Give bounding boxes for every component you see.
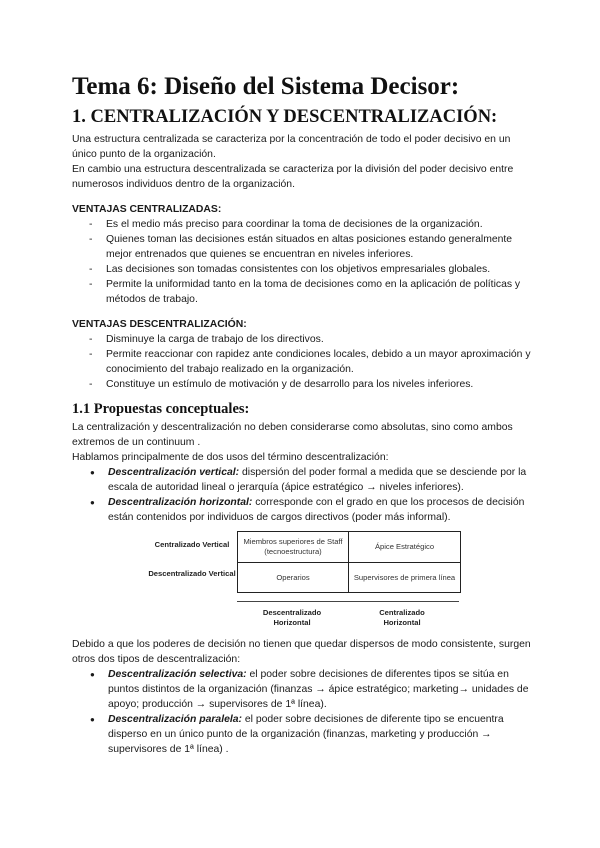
row-label-descentralizado-vertical: Descentralizado Vertical [148, 569, 236, 578]
list-item: - Constituye un estímulo de motivación y de desarrollo para los niveles inferiores. [106, 377, 532, 392]
page-title: Tema 6: Diseño del Sistema Decisor: [72, 73, 460, 100]
list-item [108, 667, 532, 712]
list-item: - Permite la uniformidad tanto en la toma de decisiones como en la aplicación de políticas y métodos de trabajo. [106, 277, 532, 307]
term-vertical: Descentralización vertical: [108, 467, 240, 478]
list-item [108, 465, 532, 495]
ventajas-descentralizacion-label: VENTAJAS DESCENTRALIZACIÓN: [72, 319, 247, 330]
decentralization-diagram [72, 531, 532, 627]
term-horizontal: Descentralización horizontal: [108, 497, 253, 508]
cell-staff: Miembros superiores de Staff (tecnoestructura) [243, 537, 343, 556]
term-selectiva: Descentralización selectiva: [108, 669, 247, 680]
col-label-centralizado-horizontal: Centralizado Horizontal [379, 608, 425, 627]
ventajas-centralizadas-label: VENTAJAS CENTRALIZADAS: [72, 204, 222, 215]
document-page [72, 72, 532, 757]
continuum-paragraph: La centralización y descentralización no deben considerarse como absolutas, sino como ambos extremos de un continuum . [72, 422, 513, 448]
tipos-intro-paragraph: Debido a que los poderes de decisión no tienen que quedar dispersos de modo consistente, surgen otros dos tipos de descentralización: [72, 639, 531, 665]
intro-paragraph-centralizada: Una estructura centralizada se caracteriza por la concentración de todo el poder decisivo en un único punto de la organización. [72, 134, 511, 160]
term-paralela: Descentralización paralela: [108, 714, 242, 725]
list-item: - Las decisiones son tomadas consistentes con los objetivos empresariales globales. [106, 262, 532, 277]
definition-selectiva: el poder sobre decisiones de diferentes tipos se sitúa en puntos distintos de la organización (finanzas → ápice estratégico; marketing→ unidades de apoyo; producción → supervisores de 1ª línea). [108, 669, 529, 710]
cell-supervisores: Supervisores de primera línea [353, 572, 456, 582]
cell-operarios: Operarios [276, 572, 310, 582]
ventajas-descentralizacion-list [72, 332, 532, 392]
cell-apice: Ápice Estratégico [374, 542, 435, 551]
ventajas-centralizadas-list [72, 217, 532, 307]
list-item: - Es el medio más preciso para coordinar la toma de decisiones de la organización. [106, 217, 532, 232]
list-item: - Quienes toman las decisiones están situados en altas posiciones estando generalmente mejor entrenados que quienes se encuentran en niveles inferiores. [106, 232, 532, 262]
section-heading-propuestas: 1.1 Propuestas conceptuales: [72, 401, 250, 417]
section-heading-centralizacion: 1. CENTRALIZACIÓN Y DESCENTRALIZACIÓN: [72, 107, 498, 127]
col-label-descentralizado-horizontal: Descentralizado Horizontal [262, 608, 322, 627]
intro-paragraph-descentralizada: En cambio una estructura descentralizada se caracteriza por la división del poder decisivo entre numerosos individuos dentro de la organización. [72, 164, 514, 190]
diagram-grid [237, 531, 461, 593]
list-item [108, 495, 532, 525]
row-label-centralizado-vertical: Centralizado Vertical [154, 540, 230, 549]
usos-list [72, 465, 532, 525]
usos-intro-paragraph: Hablamos principalmente de dos usos del término descentralización: [72, 452, 389, 463]
definition-horizontal: corresponde con el grado en que los procesos de decisión están contenidos por individuos de cargos directivos (poder más informal). [108, 497, 525, 523]
list-item: - Permite reaccionar con rapidez ante condiciones locales, debido a un mayor aproximación y conocimiento del trabajo realizado en la organización. [106, 347, 532, 377]
list-item: - Disminuye la carga de trabajo de los directivos. [106, 332, 532, 347]
horizontal-axis [237, 601, 459, 602]
list-item [108, 712, 532, 757]
definition-paralela: el poder sobre decisiones de diferente tipo se encuentra disperso en un único punto de la organización (finanzas, marketing y producción → supervisores de 1ª línea) . [108, 714, 504, 755]
definition-vertical: dispersión del poder formal a medida que se desciende por la escala de autoridad lineal o jerarquía (ápice estratégico → niveles inferiores). [108, 467, 527, 493]
tipos-list [72, 667, 532, 757]
